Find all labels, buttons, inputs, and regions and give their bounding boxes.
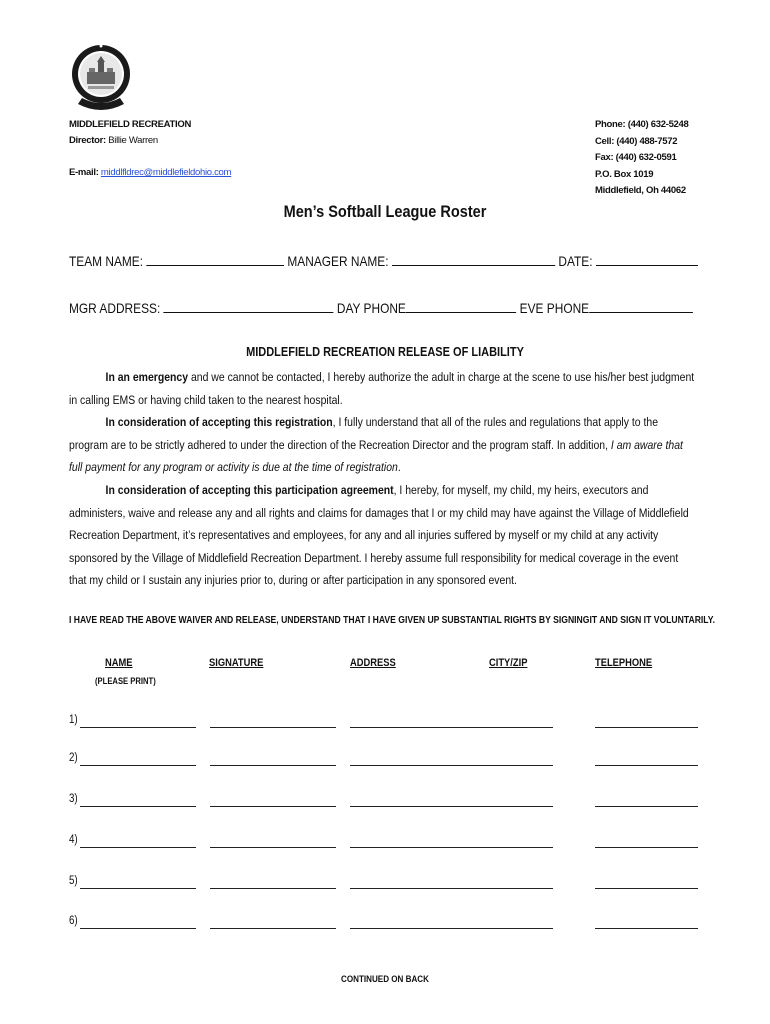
form-row-team (69, 251, 698, 269)
day-phone-label: DAY PHONE (336, 300, 406, 316)
director-name: Billie Warren (108, 135, 158, 146)
name-field[interactable] (80, 765, 196, 766)
name-field[interactable] (80, 928, 196, 929)
telephone-field[interactable] (595, 847, 698, 848)
column-address: ADDRESS (350, 657, 396, 669)
column-telephone: TELEPHONE (595, 657, 653, 669)
signature-field[interactable] (210, 888, 336, 889)
team-name-field[interactable] (146, 251, 284, 266)
telephone-field[interactable] (595, 888, 698, 889)
email-link[interactable]: middlfldrec@middlefieldohio.com (100, 167, 232, 178)
name-field[interactable] (80, 847, 196, 848)
header-contact (595, 117, 689, 200)
manager-name-field[interactable] (392, 251, 555, 266)
eve-phone-field[interactable] (589, 298, 693, 313)
date-label: DATE: (558, 253, 593, 269)
telephone-field[interactable] (595, 765, 698, 766)
release-title: MIDDLEFIELD RECREATION RELEASE OF LIABILITY (246, 345, 524, 359)
address-field[interactable] (350, 727, 553, 728)
fax-line: Fax: (440) 632-0591 (595, 152, 677, 163)
header-left (69, 117, 231, 181)
p2-bold: In consideration of accepting this registration (105, 415, 333, 429)
column-name: NAME (105, 657, 133, 669)
column-city-zip: CITY/ZIP (489, 657, 528, 669)
p2-end: . (397, 460, 401, 474)
address-field[interactable] (350, 888, 553, 889)
release-paragraph-agreement (69, 479, 698, 592)
day-phone-field[interactable] (406, 298, 516, 313)
telephone-field[interactable] (595, 928, 698, 929)
signature-field[interactable] (210, 847, 336, 848)
name-field[interactable] (80, 727, 196, 728)
page-title: Men’s Softball League Roster (283, 203, 487, 221)
release-paragraph-emergency (69, 366, 698, 411)
director-label: Director: (69, 135, 106, 146)
name-field[interactable] (80, 888, 196, 889)
address-field[interactable] (350, 806, 553, 807)
column-signature: SIGNATURE (209, 657, 264, 669)
release-paragraph-registration (69, 411, 698, 479)
mgr-address-label: MGR ADDRESS: (69, 300, 161, 316)
signature-field[interactable] (210, 806, 336, 807)
p3-text: , I hereby, for myself, my child, my heirs, executors and administers, waive and release any and all rights and claims for damages that I or my child may have against the Village of Middlefield Recreation Department, it’s representatives and employees, for any and all injuries suffered by myself or my child at any activity sponsored by the Village of Middlefield Recreation Department. I hereby assume full responsibility for medical coverage in the event that my child or I sustain any injuries prior to, during or after participation in any sponsored event. (69, 483, 689, 587)
acknowledgement-statement: I HAVE READ THE ABOVE WAIVER AND RELEASE, UNDERSTAND THAT I HAVE GIVEN UP SUBSTANTIAL RIGHTS BY SIGNINGIT AND SIGN IT VOLUNTARILY. (69, 614, 715, 626)
row-number: 1) (69, 714, 78, 726)
signature-field[interactable] (210, 928, 336, 929)
p2-italic: I am aware that full payment for any program or activity is due at the time of registration (69, 437, 683, 474)
row-number: 5) (69, 875, 78, 887)
po-box-line: P.O. Box 1019 (595, 168, 654, 180)
row-number: 2) (69, 752, 78, 764)
mgr-address-field[interactable] (164, 298, 334, 313)
row-number: 3) (69, 793, 78, 805)
address-field[interactable] (350, 847, 553, 848)
team-name-label: TEAM NAME: (69, 253, 144, 269)
name-field[interactable] (80, 806, 196, 807)
address-field[interactable] (350, 928, 553, 929)
row-number: 6) (69, 915, 78, 927)
p1-text: and we cannot be contacted, I hereby authorize the adult in charge at the scene to use his/her best judgment in calling EMS or having child taken to the nearest hospital. (69, 370, 695, 407)
manager-name-label: MANAGER NAME: (287, 253, 389, 269)
cell-line: Cell: (440) 488-7572 (595, 135, 678, 147)
please-print-note: (PLEASE PRINT) (95, 676, 156, 686)
date-field[interactable] (596, 251, 698, 266)
email-label: E-mail: (69, 167, 99, 178)
row-number: 4) (69, 834, 78, 846)
phone-line: Phone: (440) 632-5248 (595, 119, 689, 130)
p3-bold: In consideration of accepting this participation agreement (105, 483, 394, 497)
form-row-address (69, 298, 693, 316)
signature-field[interactable] (210, 765, 336, 766)
eve-phone-label: EVE PHONE (519, 300, 590, 316)
city-line: Middlefield, Oh 44062 (595, 185, 686, 196)
continued-note: CONTINUED ON BACK (341, 974, 429, 985)
org-name: MIDDLEFIELD RECREATION (69, 119, 191, 130)
p1-bold: In an emergency (105, 370, 189, 384)
telephone-field[interactable] (595, 806, 698, 807)
signature-field[interactable] (210, 727, 336, 728)
address-field[interactable] (350, 765, 553, 766)
p2-text: , I fully understand that all of the rules and regulations that apply to the program are to be strictly adhered to under the direction of the Recreation Director and the program staff. In addition, (69, 415, 659, 452)
telephone-field[interactable] (595, 727, 698, 728)
village-seal-logo (70, 42, 132, 114)
